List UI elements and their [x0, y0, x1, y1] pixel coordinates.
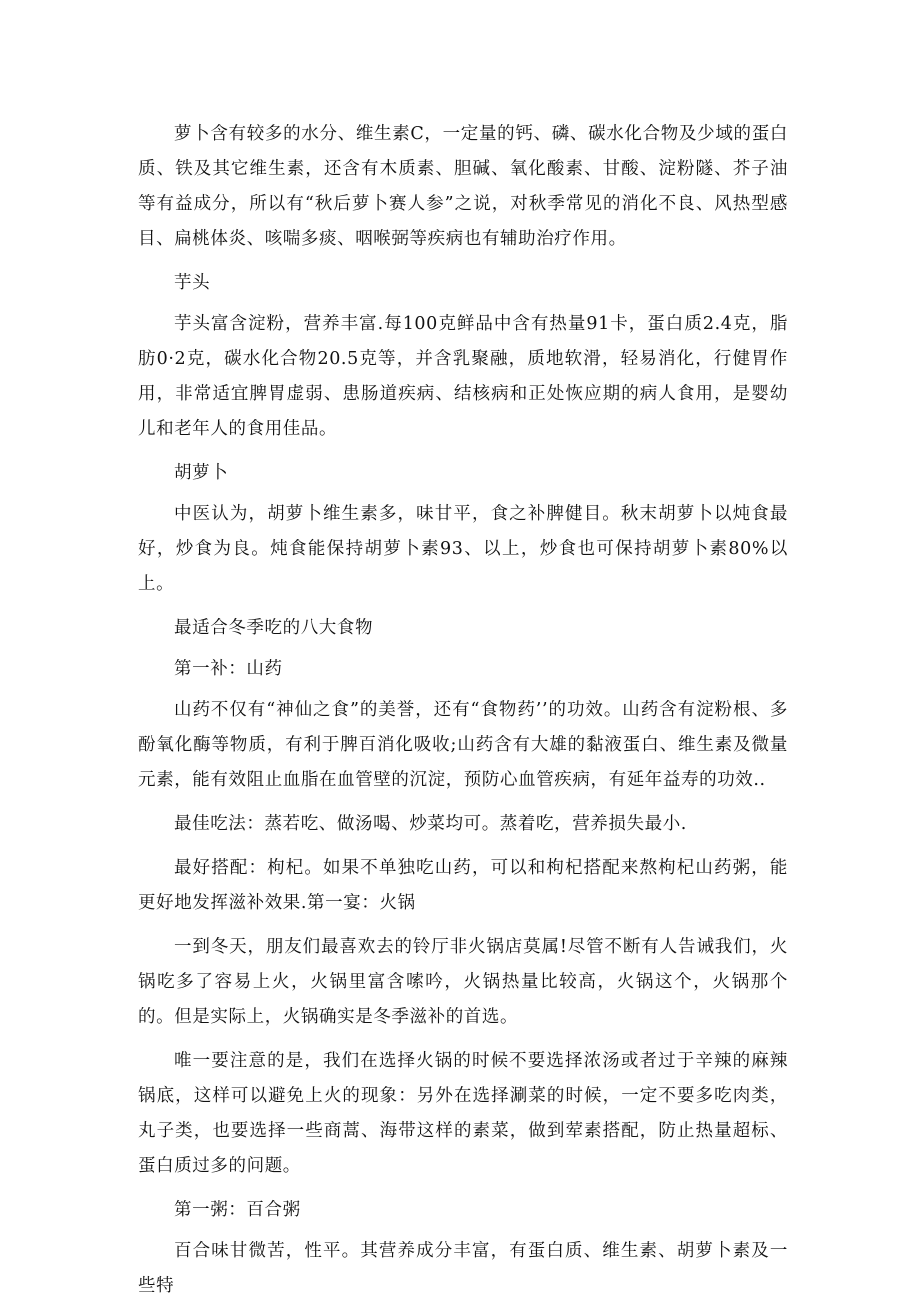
document-body	[138, 117, 788, 1313]
paragraph-taro-nutrition: 芋头富含淀粉，营养丰富.每100克鲜品中含有热量91卡，蛋白质2.4克，脂肪0·2克，碳水化合物20.5克等，并含乳聚融，质地软滑，轻易消化，行健胃作用，非常适宜脾胃虚弱、患肠道疾病、结核病和正处恢应期的病人食用，是婴幼儿和老年人的食用佳品。	[138, 314, 788, 439]
heading-taro: 芋头	[174, 273, 211, 293]
paragraph-hotpot-intro: 一到冬天，朋友们最喜欢去的铃厅非火锅店莫属!尽管不断有人告诫我们，火锅吃多了容易上火，火锅里富含嗦吟，火锅热量比较高，火锅这个，火锅那个的。但是实际上，火锅确实是冬季滋补的首选。	[138, 937, 788, 1027]
heading-yam: 第一补：山药	[174, 659, 283, 679]
paragraph-carrot-nutrition: 中医认为，胡萝卜维生素多，味甘平，食之补脾健目。秋末胡萝卜以炖食最好，炒食为良。炖食能保持胡萝卜素93、以上，炒食也可保持胡萝卜素80%以上。	[138, 504, 788, 594]
paragraph-radish-nutrition: 萝卜含有较多的水分、维生素C，一定量的钙、磷、碳水化合物及少域的蛋白质、铁及其它维生素，还含有木质素、胆碱、氧化酸素、甘酸、淀粉隧、芥子油等有益成分，所以有“秋后萝卜赛人参”之说，对秋季常见的消化不良、风热型感目、扁桃体炎、咳喘多痰、咽喉弼等疾病也有辅助治疗作用。	[138, 124, 788, 249]
paragraph-hotpot-notes: 唯一要注意的是，我们在选择火锅的时候不要选择浓汤或者过于辛辣的麻辣锅底，这样可以避免上火的现象：另外在选择涮菜的时候，一定不要多吃肉类，丸子类，也要选择一些商蒿、海带这样的素菜，做到荤素搭配，防止热量超标、蛋白质过多的问题。	[138, 1051, 788, 1176]
heading-lily-congee: 第一粥：百合粥	[174, 1200, 301, 1220]
heading-winter-foods: 最适合冬季吃的八大食物	[174, 618, 374, 638]
paragraph-yam-benefits: 山药不仅有“神仙之食”的美誉，还有“食物药’’的功效。山药含有淀粉根、多酚氧化酶等物质，有利于脾百消化吸收;山药含有大雄的黏液蛋白、维生素及微量元素，能有效阻止血脂在血管壁的沉淀，预防心血管疾病，有延年益寿的功效..	[138, 700, 788, 790]
paragraph-yam-pairing: 最好搭配：枸杞。如果不单独吃山药，可以和枸杞搭配来熬枸杞山药粥，能更好地发挥滋补效果.第一宴：火锅	[138, 858, 788, 913]
heading-carrot: 胡萝卜	[174, 463, 229, 483]
paragraph-yam-best-way: 最佳吃法：蒸若吃、做汤喝、炒菜均可。蒸着吃，营养损失最小.	[174, 814, 687, 834]
paragraph-lily-nutrition: 百合味甘微苦，性平。其营养成分丰富，有蛋白质、维生素、胡萝卜素及一些特	[138, 1241, 788, 1296]
